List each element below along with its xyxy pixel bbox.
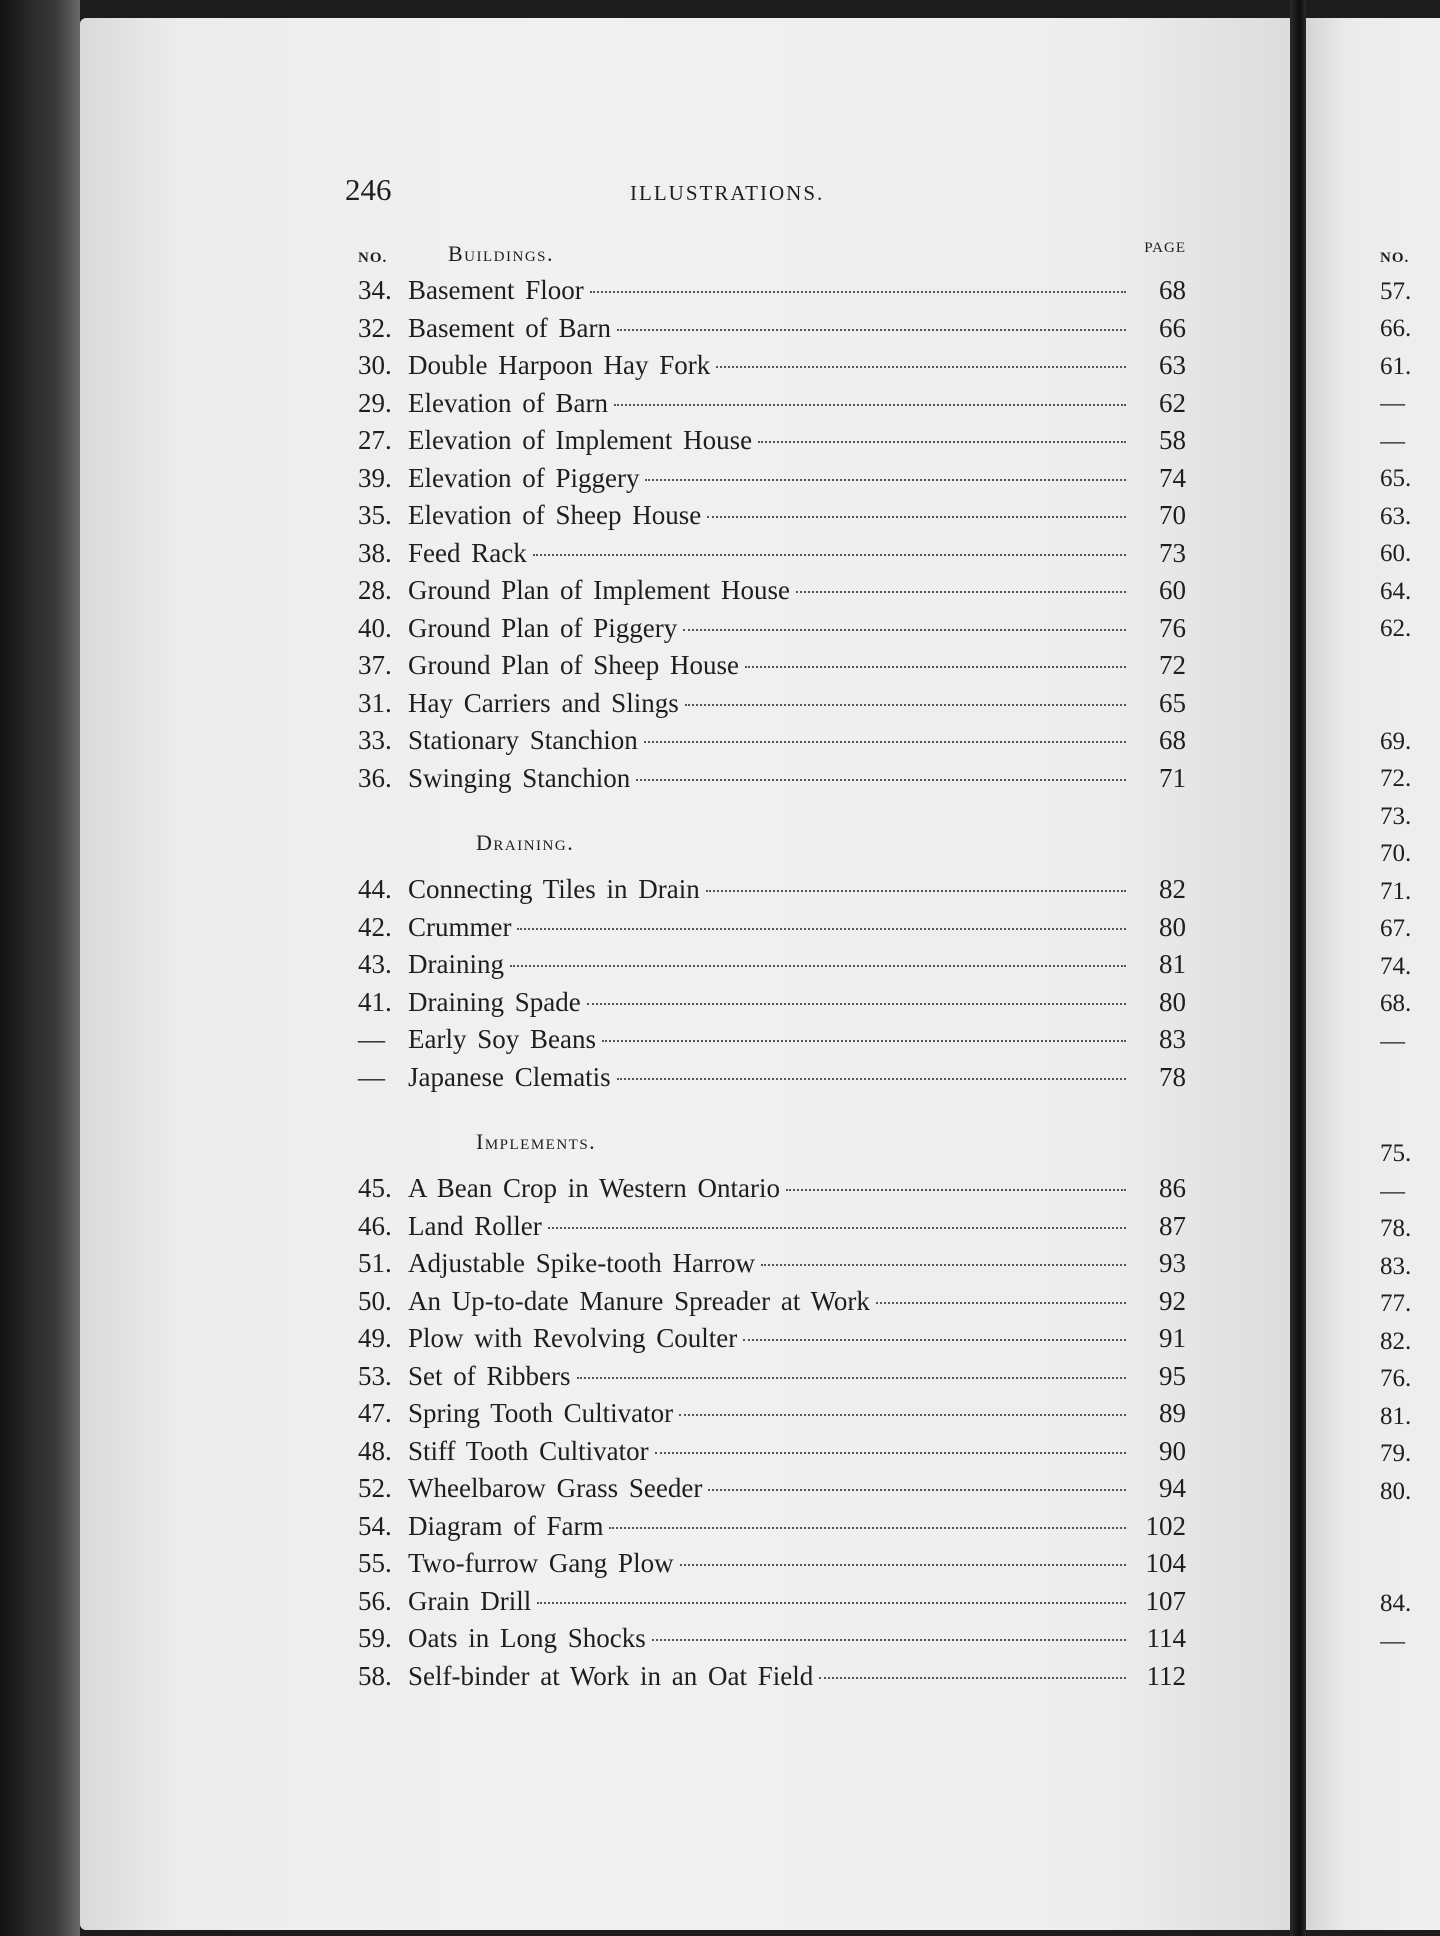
page-reference: 104: [1145, 1548, 1186, 1578]
running-title: ILLUSTRATIONS.: [630, 181, 825, 205]
dot-leader: [537, 1602, 1126, 1604]
dot-leader: [548, 1227, 1126, 1229]
list-item: [358, 572, 1186, 610]
list-item: [358, 610, 1186, 648]
book-gutter: [1290, 0, 1306, 1936]
illustration-title: Land Roller: [408, 1210, 542, 1241]
facing-figure-number: 67.: [1380, 915, 1412, 942]
dot-leader: [683, 629, 1126, 631]
figure-number: 36.: [358, 762, 392, 793]
figure-number: 59.: [358, 1623, 392, 1653]
dot-leader: [745, 666, 1126, 668]
facing-figure-number: 73.: [1380, 803, 1412, 830]
dot-leader: [758, 441, 1126, 443]
page-column-label: PAGE: [1144, 240, 1186, 256]
dot-leader: [655, 1452, 1126, 1454]
section-heading: Buildings.: [448, 241, 554, 266]
facing-figure-number: 62.: [1380, 615, 1412, 642]
list-item: [358, 946, 1186, 984]
figure-number: 44.: [358, 874, 392, 904]
page-reference: 90: [1159, 1435, 1186, 1466]
list-item: [358, 1470, 1186, 1508]
illustration-title: Stiff Tooth Cultivator: [408, 1435, 649, 1466]
dot-leader: [533, 554, 1126, 556]
dot-leader: [743, 1339, 1126, 1341]
facing-figure-number: 57.: [1380, 278, 1412, 305]
page-reference: 63: [1159, 350, 1186, 380]
page-reference: 70: [1159, 500, 1186, 530]
dot-leader: [706, 890, 1126, 892]
dot-leader: [602, 1040, 1126, 1042]
dot-leader: [617, 1078, 1126, 1080]
page-reference: 112: [1146, 1660, 1186, 1691]
facing-figure-number: 68.: [1380, 990, 1412, 1017]
facing-figure-number: —: [1380, 1628, 1405, 1655]
page-reference: 86: [1159, 1173, 1186, 1203]
page-number: 246: [345, 172, 392, 207]
facing-figure-number: 70.: [1380, 840, 1412, 867]
facing-figure-number: —: [1380, 1028, 1405, 1055]
facing-figure-number: 83.: [1380, 1253, 1412, 1280]
list-item: [358, 1245, 1186, 1283]
dot-leader: [652, 1639, 1126, 1641]
facing-figure-number: 66.: [1380, 315, 1412, 342]
illustration-title: Elevation of Piggery: [408, 462, 640, 493]
dot-leader: [680, 1564, 1126, 1566]
list-item: [358, 460, 1186, 498]
illustration-title: Plow with Revolving Coulter: [408, 1323, 738, 1353]
list-item: [358, 272, 1186, 310]
illustration-title: Basement Floor: [408, 275, 584, 305]
facing-figure-number: 60.: [1380, 540, 1412, 567]
figure-number: 53.: [358, 1360, 392, 1391]
page-reference: 80: [1159, 911, 1186, 942]
dot-leader: [517, 928, 1126, 930]
page-reference: 58: [1159, 425, 1186, 455]
figure-number: 30.: [358, 350, 392, 380]
dot-leader: [707, 516, 1126, 518]
facing-figure-number: 74.: [1380, 953, 1412, 980]
dot-leader: [876, 1302, 1126, 1304]
page-reference: 73: [1159, 537, 1186, 568]
figure-number: 49.: [358, 1323, 392, 1353]
illustration-title: Diagram of Farm: [408, 1510, 604, 1541]
page-reference: 82: [1159, 874, 1186, 904]
page-reference: 78: [1159, 1061, 1186, 1092]
list-item: [358, 385, 1186, 423]
figure-number: 32.: [358, 312, 392, 343]
list-item: [358, 760, 1186, 798]
page-reference: 74: [1159, 462, 1186, 493]
figure-number: 50.: [358, 1285, 392, 1316]
facing-figure-number: —: [1380, 390, 1405, 417]
figure-number: 47.: [358, 1398, 392, 1428]
list-item: [358, 647, 1186, 685]
list-item: [358, 909, 1186, 947]
illustration-title: Hay Carriers and Slings: [408, 687, 679, 718]
illustration-title: Crummer: [408, 911, 512, 942]
section-draining: [358, 871, 1186, 1096]
list-item: [358, 310, 1186, 348]
facing-figure-number: 71.: [1380, 878, 1412, 905]
page-reference: 71: [1159, 762, 1186, 793]
illustration-title: An Up-to-date Manure Spreader at Work: [408, 1285, 870, 1316]
dot-leader: [617, 329, 1126, 331]
list-item: [358, 1508, 1186, 1546]
facing-figure-number: 64.: [1380, 578, 1412, 605]
dot-leader: [510, 965, 1126, 967]
page-reference: 114: [1146, 1623, 1186, 1653]
figure-number: 34.: [358, 275, 392, 305]
list-item: [358, 1358, 1186, 1396]
illustration-title: Adjustable Spike-tooth Harrow: [408, 1248, 755, 1278]
facing-figure-number: 76.: [1380, 1365, 1412, 1392]
list-item: [358, 1433, 1186, 1471]
page-reference: 87: [1159, 1210, 1186, 1241]
figure-number: 58.: [358, 1660, 392, 1691]
dot-leader: [609, 1527, 1126, 1529]
illustration-title: Elevation of Implement House: [408, 425, 753, 455]
figure-number: 40.: [358, 612, 392, 643]
illustration-title: Grain Drill: [408, 1585, 532, 1616]
page-reference: 83: [1159, 1024, 1186, 1054]
list-item: [358, 422, 1186, 460]
facing-figure-number: 78.: [1380, 1215, 1412, 1242]
illustration-title: Draining: [408, 949, 504, 979]
figure-number: 54.: [358, 1510, 392, 1541]
facing-figure-number: 63.: [1380, 503, 1412, 530]
facing-figure-number: 82.: [1380, 1328, 1412, 1355]
figure-number: 42.: [358, 911, 392, 942]
page-reference: 62: [1159, 387, 1186, 418]
dot-leader: [716, 366, 1126, 368]
page-reference: 107: [1145, 1585, 1186, 1616]
list-item: [358, 1658, 1186, 1696]
page-reference: 94: [1159, 1473, 1186, 1503]
list-item: [358, 685, 1186, 723]
list-item: [358, 497, 1186, 535]
illustration-title: Early Soy Beans: [408, 1024, 596, 1054]
figure-number: 37.: [358, 650, 392, 680]
section-heading: Implements.: [476, 1129, 597, 1154]
illustration-title: Elevation of Sheep House: [408, 500, 702, 530]
facing-figure-number: 75.: [1380, 1140, 1412, 1167]
list-item: [358, 1021, 1186, 1059]
figure-number: 27.: [358, 425, 392, 455]
illustration-title: Set of Ribbers: [408, 1360, 571, 1391]
page-reference: 93: [1159, 1248, 1186, 1278]
book-page-edge: [0, 0, 80, 1936]
illustration-title: Japanese Clematis: [408, 1061, 611, 1092]
dot-leader: [614, 404, 1126, 406]
dot-leader: [708, 1489, 1126, 1491]
figure-number: 55.: [358, 1548, 392, 1578]
page-reference: 95: [1159, 1360, 1186, 1391]
section-implements: [358, 1170, 1186, 1695]
figure-number: 51.: [358, 1248, 392, 1278]
figure-number: 41.: [358, 986, 392, 1017]
illustration-title: Feed Rack: [408, 537, 527, 568]
list-item: [358, 1059, 1186, 1097]
illustration-title: Double Harpoon Hay Fork: [408, 350, 711, 380]
list-item: [358, 722, 1186, 760]
dot-leader: [587, 1003, 1126, 1005]
page-reference: 81: [1159, 949, 1186, 979]
column-headings: [358, 236, 1186, 272]
section-heading: Draining.: [476, 830, 575, 855]
figure-number: 38.: [358, 537, 392, 568]
figure-number: —: [358, 1024, 385, 1054]
page-header: [345, 172, 1185, 212]
facing-page-numbers: [1380, 0, 1440, 1936]
page-reference: 72: [1159, 650, 1186, 680]
page-reference: 89: [1159, 1398, 1186, 1428]
dot-leader: [786, 1189, 1126, 1191]
dot-leader: [636, 779, 1126, 781]
facing-figure-number: —: [1380, 428, 1405, 455]
illustration-title: Wheelbarow Grass Seeder: [408, 1473, 703, 1503]
figure-number: 56.: [358, 1585, 392, 1616]
list-item: [358, 1320, 1186, 1358]
facing-figure-number: 72.: [1380, 765, 1412, 792]
no-column-label: NO.: [358, 250, 388, 266]
list-item: [358, 1283, 1186, 1321]
list-item: [358, 347, 1186, 385]
list-item: [358, 984, 1186, 1022]
illustrations-list: [358, 236, 1186, 1695]
list-item: [358, 871, 1186, 909]
facing-figure-number: 61.: [1380, 353, 1412, 380]
figure-number: 46.: [358, 1210, 392, 1241]
illustration-title: Spring Tooth Cultivator: [408, 1398, 674, 1428]
illustration-title: Basement of Barn: [408, 312, 611, 343]
illustration-title: Ground Plan of Implement House: [408, 575, 790, 605]
illustration-title: Two-furrow Gang Plow: [408, 1548, 674, 1578]
facing-figure-number: 79.: [1380, 1440, 1412, 1467]
page-reference: 68: [1159, 725, 1186, 755]
figure-number: 43.: [358, 949, 392, 979]
list-item: [358, 1545, 1186, 1583]
facing-no-label: NO.: [1380, 250, 1410, 266]
list-item: [358, 1170, 1186, 1208]
figure-number: 45.: [358, 1173, 392, 1203]
list-item: [358, 1395, 1186, 1433]
list-item: [358, 535, 1186, 573]
figure-number: —: [358, 1061, 385, 1092]
figure-number: 48.: [358, 1435, 392, 1466]
illustration-title: Self-binder at Work in an Oat Field: [408, 1660, 814, 1691]
figure-number: 28.: [358, 575, 392, 605]
facing-figure-number: 84.: [1380, 1590, 1412, 1617]
illustration-title: Ground Plan of Sheep House: [408, 650, 739, 680]
illustration-title: Connecting Tiles in Drain: [408, 874, 700, 904]
section-buildings: [358, 272, 1186, 797]
figure-number: 39.: [358, 462, 392, 493]
illustration-title: Draining Spade: [408, 986, 581, 1017]
dot-leader: [819, 1677, 1126, 1679]
facing-figure-number: 65.: [1380, 465, 1412, 492]
illustration-title: Elevation of Barn: [408, 387, 608, 418]
page-reference: 80: [1159, 986, 1186, 1017]
dot-leader: [644, 741, 1126, 743]
page-reference: 91: [1159, 1323, 1186, 1353]
facing-figure-number: 77.: [1380, 1290, 1412, 1317]
facing-figure-number: —: [1380, 1178, 1405, 1205]
facing-figure-number: 81.: [1380, 1403, 1412, 1430]
dot-leader: [679, 1414, 1126, 1416]
figure-number: 35.: [358, 500, 392, 530]
dot-leader: [645, 479, 1126, 481]
dot-leader: [590, 291, 1126, 293]
page-reference: 66: [1159, 312, 1186, 343]
page-reference: 92: [1159, 1285, 1186, 1316]
dot-leader: [685, 704, 1126, 706]
illustration-title: Ground Plan of Piggery: [408, 612, 678, 643]
list-item: [358, 1583, 1186, 1621]
figure-number: 31.: [358, 687, 392, 718]
list-item: [358, 1620, 1186, 1658]
dot-leader: [796, 591, 1126, 593]
illustration-title: Stationary Stanchion: [408, 725, 638, 755]
page-reference: 65: [1159, 687, 1186, 718]
illustration-title: A Bean Crop in Western Ontario: [408, 1173, 781, 1203]
figure-number: 52.: [358, 1473, 392, 1503]
facing-figure-number: 69.: [1380, 728, 1412, 755]
list-item: [358, 1208, 1186, 1246]
dot-leader: [577, 1377, 1127, 1379]
page-reference: 76: [1159, 612, 1186, 643]
page-reference: 102: [1145, 1510, 1186, 1541]
figure-number: 33.: [358, 725, 392, 755]
dot-leader: [761, 1264, 1126, 1266]
page-reference: 60: [1159, 575, 1186, 605]
page-reference: 68: [1159, 275, 1186, 305]
illustration-title: Oats in Long Shocks: [408, 1623, 646, 1653]
facing-figure-number: 80.: [1380, 1478, 1412, 1505]
figure-number: 29.: [358, 387, 392, 418]
illustration-title: Swinging Stanchion: [408, 762, 631, 793]
